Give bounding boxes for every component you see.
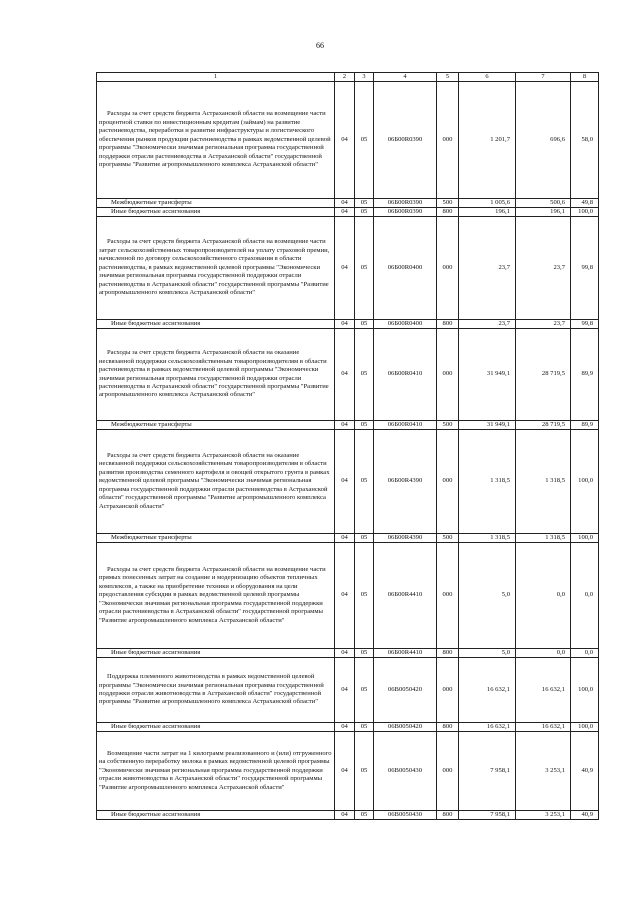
amount-cell: 7 958,1	[459, 732, 516, 811]
header-cell: 6	[459, 73, 516, 82]
table-row	[97, 658, 599, 723]
code-cell: 05	[355, 543, 374, 649]
table-subrow	[97, 534, 599, 543]
desc-cell: Иные бюджетные ассигнования	[97, 649, 335, 658]
code-cell: 04	[335, 534, 355, 543]
code-cell: 05	[355, 199, 374, 208]
amount-cell: 28 719,5	[516, 329, 571, 421]
page-number: 66	[316, 41, 324, 50]
code-cell: 000	[437, 217, 459, 320]
code-cell: 04	[335, 723, 355, 732]
code-cell: 000	[437, 658, 459, 723]
table-subrow	[97, 320, 599, 329]
table-subrow	[97, 421, 599, 430]
code-cell: 06Б00R4410	[374, 649, 437, 658]
code-cell: 06Б00R0390	[374, 208, 437, 217]
table-subrow	[97, 208, 599, 217]
code-cell: 04	[335, 543, 355, 649]
percent-cell: 58,0	[571, 82, 599, 199]
amount-cell: 23,7	[459, 217, 516, 320]
code-cell: 04	[335, 217, 355, 320]
amount-cell: 1 318,5	[516, 430, 571, 534]
amount-cell: 16 632,1	[459, 658, 516, 723]
code-cell: 05	[355, 208, 374, 217]
desc-cell: Расходы за счет средств бюджета Астраханской области на возмещение части затрат сельскохозяйственных товаропроизводителей на уплату страховой премии, начисленной по договору сельскохозяйственного страхования в области растениеводства, в рамках ведомственной целевой программы "Экономически значимая региональная программа государственной поддержки отрасли растениеводства в Астраханской области" государственной программы "Развитие агропромышленного комплекса Астраханской области"	[97, 217, 335, 320]
table-row	[97, 217, 599, 320]
code-cell: 05	[355, 217, 374, 320]
desc-cell: Иные бюджетные ассигнования	[97, 320, 335, 329]
code-cell: 05	[355, 430, 374, 534]
desc-cell: Иные бюджетные ассигнования	[97, 723, 335, 732]
amount-cell: 7 958,1	[459, 811, 516, 820]
percent-cell: 89,9	[571, 421, 599, 430]
code-cell: 000	[437, 732, 459, 811]
header-cell: 4	[374, 73, 437, 82]
amount-cell: 23,7	[516, 320, 571, 329]
code-cell: 800	[437, 649, 459, 658]
code-cell: 06В0050430	[374, 732, 437, 811]
amount-cell: 3 253,1	[516, 732, 571, 811]
percent-cell: 99,8	[571, 320, 599, 329]
desc-cell: Расходы за счет средств бюджета Астраханской области на оказание несвязанной поддержки сельскохозяйственным товаропроизводителям в области развития производства семенного картофеля и овощей открытого грунта в рамках ведомственной целевой программы "Экономически значимая региональная программа государственной поддержки отрасли растениеводства в Астраханской области" государственной программы "Развитие агропромышленного комплекса Астраханской области"	[97, 430, 335, 534]
desc-cell: Межбюджетные трансферты	[97, 421, 335, 430]
code-cell: 05	[355, 723, 374, 732]
percent-cell: 0,0	[571, 649, 599, 658]
percent-cell: 100,0	[571, 534, 599, 543]
table-row	[97, 732, 599, 811]
amount-cell: 5,0	[459, 649, 516, 658]
code-cell: 05	[355, 658, 374, 723]
code-cell: 06Б00R4390	[374, 534, 437, 543]
table-subrow	[97, 199, 599, 208]
code-cell: 05	[355, 421, 374, 430]
code-cell: 05	[355, 534, 374, 543]
code-cell: 04	[335, 82, 355, 199]
amount-cell: 0,0	[516, 649, 571, 658]
percent-cell: 100,0	[571, 430, 599, 534]
code-cell: 06В0050420	[374, 723, 437, 732]
desc-cell: Расходы за счет средств бюджета Астраханской области на возмещение части процентной ставки по инвестиционным кредитам (займам) на развитие растениеводства, переработки и развитие инфраструктуры и логистического обеспечения рынков продукции растениеводства в рамках ведомственной целевой программы "Экономически значимая региональная программа государственной поддержки отрасли растениеводства в Астраханской области" государственной программы "Развитие агропромышленного комплекса Астраханской области"	[97, 82, 335, 199]
code-cell: 06Б00R0410	[374, 421, 437, 430]
percent-cell: 89,9	[571, 329, 599, 421]
code-cell: 06Б00R0390	[374, 199, 437, 208]
amount-cell: 28 719,5	[516, 421, 571, 430]
code-cell: 06Б00R4410	[374, 543, 437, 649]
desc-cell: Возмещение части затрат на 1 килограмм реализованного и (или) отгруженного на собственную переработку молока в рамках ведомственной целевой программы "Экономически значимая региональная программа государственной поддержки отрасли животноводства в Астраханской области" государственной программы "Развитие агропромышленного комплекса Астраханской области"	[97, 732, 335, 811]
amount-cell: 1 318,5	[459, 430, 516, 534]
code-cell: 800	[437, 208, 459, 217]
amount-cell: 196,1	[459, 208, 516, 217]
code-cell: 04	[335, 732, 355, 811]
code-cell: 06Б00R4390	[374, 430, 437, 534]
code-cell: 05	[355, 320, 374, 329]
code-cell: 06В0050430	[374, 811, 437, 820]
header-row	[97, 73, 599, 82]
amount-cell: 5,0	[459, 543, 516, 649]
header-cell: 5	[437, 73, 459, 82]
code-cell: 800	[437, 320, 459, 329]
code-cell: 000	[437, 543, 459, 649]
percent-cell: 0,0	[571, 543, 599, 649]
percent-cell: 100,0	[571, 723, 599, 732]
amount-cell: 196,1	[516, 208, 571, 217]
amount-cell: 1 318,5	[459, 534, 516, 543]
desc-cell: Иные бюджетные ассигнования	[97, 811, 335, 820]
code-cell: 06Б00R0410	[374, 329, 437, 421]
desc-cell: Межбюджетные трансферты	[97, 534, 335, 543]
code-cell: 04	[335, 811, 355, 820]
code-cell: 04	[335, 329, 355, 421]
amount-cell: 31 949,1	[459, 329, 516, 421]
table-subrow	[97, 723, 599, 732]
percent-cell: 100,0	[571, 658, 599, 723]
amount-cell: 3 253,1	[516, 811, 571, 820]
code-cell: 500	[437, 534, 459, 543]
code-cell: 000	[437, 329, 459, 421]
code-cell: 06Б00R0390	[374, 82, 437, 199]
percent-cell: 100,0	[571, 208, 599, 217]
desc-cell: Иные бюджетные ассигнования	[97, 208, 335, 217]
code-cell: 04	[335, 208, 355, 217]
header-cell: 1	[97, 73, 335, 82]
code-cell: 000	[437, 430, 459, 534]
amount-cell: 16 632,1	[459, 723, 516, 732]
code-cell: 000	[437, 82, 459, 199]
percent-cell: 99,8	[571, 217, 599, 320]
table-row	[97, 543, 599, 649]
amount-cell: 696,6	[516, 82, 571, 199]
code-cell: 05	[355, 732, 374, 811]
code-cell: 05	[355, 82, 374, 199]
desc-cell: Расходы за счет средств бюджета Астраханской области на возмещение части прямых понесенных затрат на создание и модернизацию объектов тепличных комплексов, а также на приобретение техники и оборудования на цели предоставления субсидии в рамках ведомственной целевой программы "Экономически значимая региональная программа государственной поддержки отрасли растениеводства в Астраханской области" государственной программы "Развитие агропромышленного комплекса Астраханской области"	[97, 543, 335, 649]
table-subrow	[97, 811, 599, 820]
code-cell: 500	[437, 421, 459, 430]
desc-cell: Поддержка племенного животноводства в рамках ведомственной целевой программы "Экономически значимая региональная программа государственной поддержки отрасли животноводства в Астраханской области" государственной программы "Развитие агропромышленного комплекса Астраханской области"	[97, 658, 335, 723]
table-row	[97, 430, 599, 534]
desc-cell: Межбюджетные трансферты	[97, 199, 335, 208]
code-cell: 04	[335, 320, 355, 329]
header-cell: 3	[355, 73, 374, 82]
code-cell: 05	[355, 329, 374, 421]
code-cell: 04	[335, 658, 355, 723]
amount-cell: 1 318,5	[516, 534, 571, 543]
budget-table	[96, 72, 599, 820]
code-cell: 06Б00R0400	[374, 320, 437, 329]
code-cell: 04	[335, 199, 355, 208]
header-cell: 2	[335, 73, 355, 82]
code-cell: 04	[335, 430, 355, 534]
amount-cell: 16 632,1	[516, 658, 571, 723]
amount-cell: 31 949,1	[459, 421, 516, 430]
header-cell: 7	[516, 73, 571, 82]
percent-cell: 40,9	[571, 811, 599, 820]
code-cell: 800	[437, 723, 459, 732]
code-cell: 05	[355, 811, 374, 820]
code-cell: 500	[437, 199, 459, 208]
desc-cell: Расходы за счет средств бюджета Астраханской области на оказание несвязанной поддержки сельскохозяйственным товаропроизводителям в области растениеводства в рамках ведомственной целевой программы "Экономически значимая региональная программа государственной поддержки отрасли растениеводства в Астраханской области" государственной программы "Развитие агропромышленного комплекса Астраханской области"	[97, 329, 335, 421]
code-cell: 04	[335, 649, 355, 658]
amount-cell: 1 005,6	[459, 199, 516, 208]
header-cell: 8	[571, 73, 599, 82]
table-row	[97, 329, 599, 421]
code-cell: 06Б00R0400	[374, 217, 437, 320]
code-cell: 04	[335, 421, 355, 430]
table-subrow	[97, 649, 599, 658]
amount-cell: 500,6	[516, 199, 571, 208]
amount-cell: 0,0	[516, 543, 571, 649]
amount-cell: 1 201,7	[459, 82, 516, 199]
table-row	[97, 82, 599, 199]
percent-cell: 40,9	[571, 732, 599, 811]
code-cell: 05	[355, 649, 374, 658]
code-cell: 800	[437, 811, 459, 820]
percent-cell: 49,8	[571, 199, 599, 208]
code-cell: 06В0050420	[374, 658, 437, 723]
amount-cell: 23,7	[516, 217, 571, 320]
amount-cell: 23,7	[459, 320, 516, 329]
amount-cell: 16 632,1	[516, 723, 571, 732]
